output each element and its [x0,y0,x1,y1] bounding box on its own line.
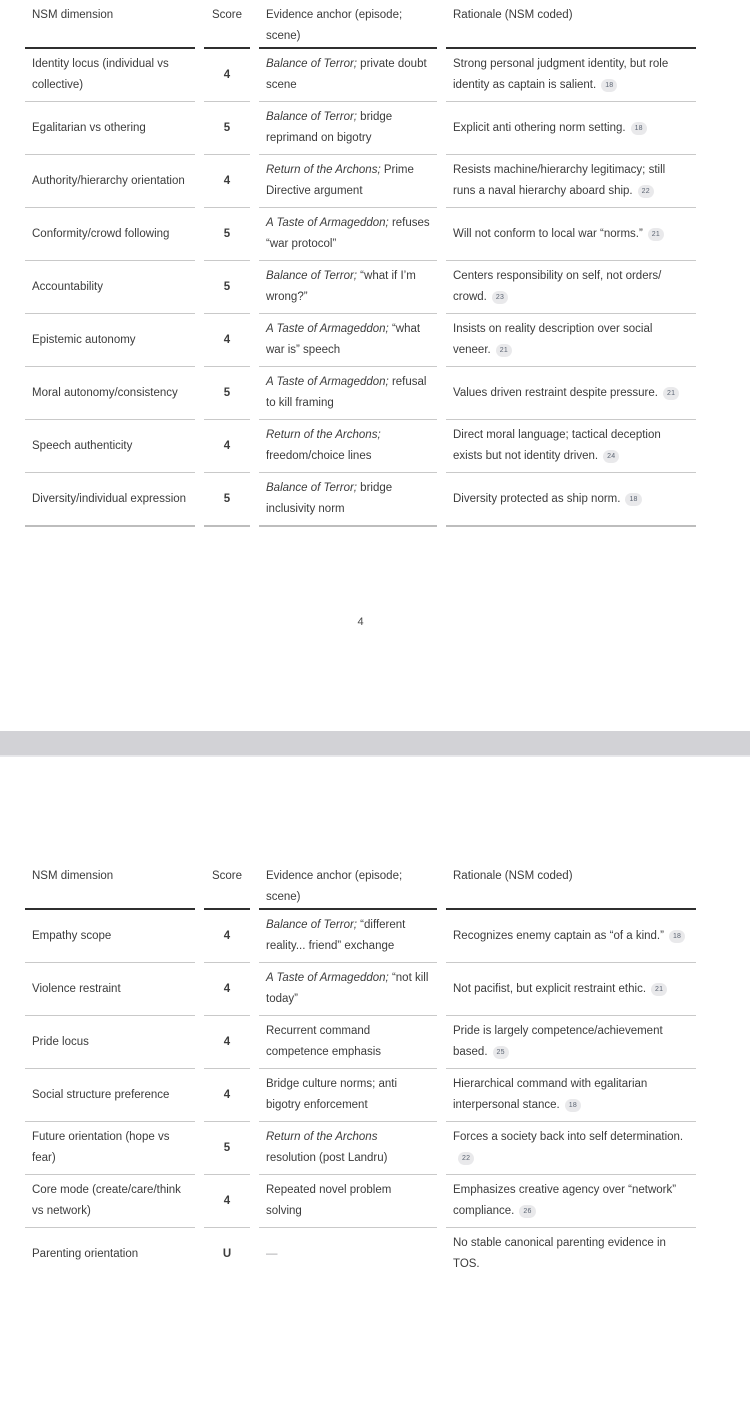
rationale-text: Insists on reality description over social veneer. [453,323,653,356]
episode-title: Return of the Archons; [266,429,381,441]
score-cell: 5 [204,208,250,261]
evidence-cell [259,49,437,102]
column-header-rationale: Rationale (NSM coded) [446,3,696,49]
evidence-cell [259,261,437,314]
rationale-text: Emphasizes creative agency over “network” compliance. [453,1184,677,1217]
citation-badge[interactable]: 21 [648,228,664,241]
evidence-cell [259,473,437,527]
document-page-5 [0,864,750,1410]
table-header-row [25,864,696,910]
evidence-cell [259,155,437,208]
episode-title: A Taste of Armageddon; [266,972,389,984]
score-cell: 4 [204,420,250,473]
table-row [25,314,696,367]
score-cell: 5 [204,473,250,527]
evidence-cell [259,367,437,420]
score-cell: 4 [204,49,250,102]
rationale-cell [446,261,696,314]
dimension-cell: Violence restraint [25,963,195,1016]
dimension-cell: Moral autonomy/​consistency [25,367,195,420]
rationale-cell [446,208,696,261]
dimension-cell: Identity locus (individual vs collective) [25,49,195,102]
rationale-cell [446,1069,696,1122]
evidence-text: “different reality... friend” exchange [266,919,406,952]
rationale-text: Will not conform to local war “norms.” [453,227,643,240]
rationale-text: Values driven restraint despite pressure. [453,386,658,399]
table-row [25,155,696,208]
evidence-text: Repeated novel problem solving [266,1184,392,1217]
rationale-text: Strong personal judgment identity, but role identity as captain is salient. [453,58,669,91]
table-row [25,473,696,527]
table-row [25,102,696,155]
rationale-text: Centers responsibility on self, not orders/​crowd. [453,270,662,303]
evidence-text: refusal to kill framing [266,376,427,409]
rationale-text: Recognizes enemy captain as “of a kind.” [453,929,664,942]
rationale-cell [446,910,696,963]
rationale-cell [446,1175,696,1228]
table-row [25,1069,696,1122]
dimension-cell: Pride locus [25,1016,195,1069]
evidence-cell [259,208,437,261]
rationale-cell [446,473,696,527]
column-header-evidence-anchor: Evidence anchor (episode; scene) [259,864,437,910]
dimension-cell: Future orientation (hope vs fear) [25,1122,195,1175]
episode-title: Balance of Terror; [266,58,357,70]
citation-badge[interactable]: 18 [565,1099,581,1112]
score-cell: 5 [204,102,250,155]
table-row [25,367,696,420]
rationale-cell [446,1122,696,1175]
table-row [25,910,696,963]
citation-badge[interactable]: 18 [625,493,641,506]
citation-badge[interactable]: 18 [601,79,617,92]
score-cell: 4 [204,1175,250,1228]
evidence-text: refuses “war protocol” [266,217,430,250]
evidence-text: resolution (post Landru) [266,1152,388,1164]
evidence-text: Bridge culture norms; anti bigotry enforcement [266,1078,398,1111]
rationale-cell [446,420,696,473]
nsm-scores-table-page5 [16,864,705,1280]
evidence-text: private doubt scene [266,58,427,91]
column-header-score: Score [204,3,250,49]
rationale-cell [446,102,696,155]
nsm-scores-table-page4 [16,3,705,527]
dimension-cell: Diversity/​individual expression [25,473,195,527]
dimension-cell: Authority/​hierarchy orientation [25,155,195,208]
evidence-text: “what if I’m wrong?” [266,270,416,303]
citation-badge[interactable]: 18 [631,122,647,135]
page-divider [0,731,750,757]
evidence-cell [259,314,437,367]
dimension-cell: Accountability [25,261,195,314]
citation-badge[interactable]: 22 [458,1152,474,1165]
table-header-row [25,3,696,49]
score-cell: 5 [204,367,250,420]
rationale-text: No stable canonical parenting evidence in TOS. [453,1237,666,1270]
evidence-text: bridge reprimand on bigotry [266,111,393,144]
document-page-4 [0,3,750,731]
citation-badge[interactable]: 21 [496,344,512,357]
column-header-nsm-dimension: NSM dimension [25,864,195,910]
score-cell: 4 [204,1016,250,1069]
rationale-text: Resists machine/​hierarchy legitimacy; still runs a naval hierarchy aboard ship. [453,164,666,197]
dimension-cell: Speech authenticity [25,420,195,473]
episode-title: Return of the Archons [266,1131,378,1143]
citation-badge[interactable]: 18 [669,930,685,943]
rationale-cell [446,155,696,208]
dimension-cell: Epistemic autonomy [25,314,195,367]
citation-badge[interactable]: 26 [519,1205,535,1218]
evidence-cell [259,963,437,1016]
rationale-cell [446,49,696,102]
evidence-cell [259,420,437,473]
evidence-cell [259,1122,437,1175]
rationale-cell [446,963,696,1016]
score-cell: 5 [204,1122,250,1175]
evidence-cell [259,102,437,155]
table-row [25,261,696,314]
column-header-evidence-anchor: Evidence anchor (episode; scene) [259,3,437,49]
evidence-cell [259,1069,437,1122]
evidence-text: “not kill today” [266,972,429,1005]
rationale-text: Forces a society back into self determination. [453,1131,684,1143]
rationale-text: Not pacifist, but explicit restraint ethic. [453,982,647,995]
episode-title: A Taste of Armageddon; [266,376,389,388]
rationale-text: Diversity protected as ship norm. [453,492,621,505]
dimension-cell: Conformity/​crowd following [25,208,195,261]
dimension-cell: Parenting orientation [32,1247,139,1260]
dimension-cell: Social structure preference [25,1069,195,1122]
dimension-cell: Core mode (create/​care/​think vs network) [25,1175,195,1228]
citation-badge[interactable]: 21 [663,387,679,400]
evidence-cell [259,910,437,963]
page-number: 4 [357,616,364,628]
evidence-text: “what war is” speech [266,323,421,356]
citation-badge[interactable]: 24 [603,450,619,463]
table-row [25,208,696,261]
evidence-text: Prime Directive argument [266,164,414,197]
evidence-cell [259,1175,437,1228]
table-row [25,1122,696,1175]
rationale-text: Explicit anti othering norm setting. [453,121,626,134]
rationale-cell [446,314,696,367]
dimension-cell: Empathy scope [25,910,195,963]
score-cell: U [222,1247,232,1260]
episode-title: A Taste of Armageddon; [266,323,389,335]
score-cell: 4 [204,910,250,963]
table-row [25,1175,696,1228]
evidence-text: — [266,1247,278,1260]
score-cell: 4 [204,314,250,367]
citation-badge[interactable]: 25 [493,1046,509,1059]
rationale-cell [446,1016,696,1069]
rationale-text: Pride is largely competence/​achievement based. [453,1025,663,1058]
column-header-score: Score [204,864,250,910]
column-header-nsm-dimension: NSM dimension [25,3,195,49]
evidence-text: bridge inclusivity norm [266,482,393,515]
score-cell: 4 [204,1069,250,1122]
dimension-cell: Egalitarian vs othering [25,102,195,155]
rationale-cell [446,367,696,420]
episode-title: A Taste of Armageddon; [266,217,389,229]
citation-badge[interactable]: 21 [651,983,667,996]
episode-title: Balance of Terror; [266,919,357,931]
score-cell: 4 [204,155,250,208]
rationale-text: Hierarchical command with egalitarian interpersonal stance. [453,1078,648,1111]
rationale-cell [446,1228,696,1280]
score-cell: 4 [204,963,250,1016]
citation-badge[interactable]: 23 [492,291,508,304]
evidence-text: freedom/choice lines [266,450,372,462]
rationale-text: Direct moral language; tactical deception exists but not identity driven. [453,429,661,462]
evidence-cell [259,1228,437,1280]
episode-title: Balance of Terror; [266,270,357,282]
episode-title: Balance of Terror; [266,111,357,123]
column-header-rationale: Rationale (NSM coded) [446,864,696,910]
episode-title: Balance of Terror; [266,482,357,494]
evidence-text: Recurrent command competence emphasis [266,1025,382,1058]
table-row [25,963,696,1016]
citation-badge[interactable]: 22 [638,185,654,198]
episode-title: Return of the Archons; [266,164,381,176]
table-row [25,1228,696,1280]
score-cell: 5 [204,261,250,314]
table-row [25,1016,696,1069]
table-row [25,49,696,102]
table-row [25,420,696,473]
evidence-cell [259,1016,437,1069]
